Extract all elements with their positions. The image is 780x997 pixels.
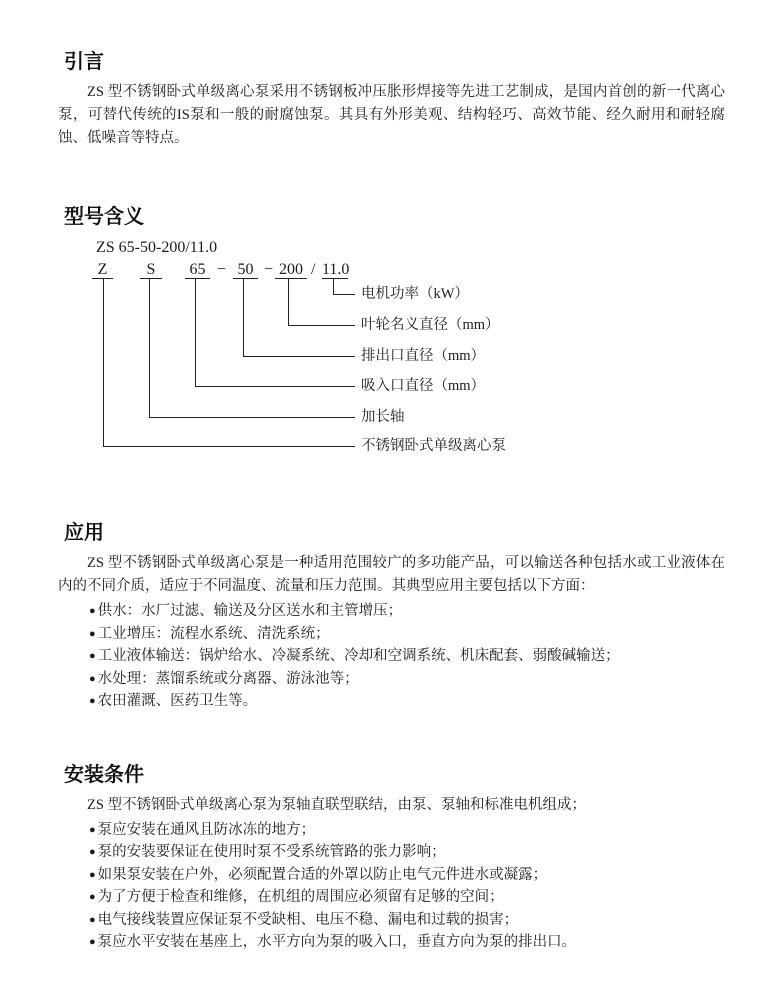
list-item bbox=[58, 623, 725, 646]
connector-vline-impeller bbox=[288, 279, 289, 325]
bullet-icon: ● bbox=[89, 846, 96, 858]
list-item bbox=[58, 668, 725, 691]
list-item-text: 泵的安装要保证在使用时泵不受系统管路的张力影响； bbox=[97, 844, 446, 860]
model-title: 型号含义 bbox=[64, 206, 144, 228]
model-breakdown-diagram bbox=[58, 261, 725, 465]
list-item bbox=[58, 841, 725, 864]
token-discharge-diameter: 50 bbox=[233, 261, 258, 279]
bullet-icon: ● bbox=[89, 936, 96, 948]
token-suction-diameter: 65 bbox=[185, 261, 210, 279]
diagram-label-suction-diameter: 吸入口直径（mm） bbox=[361, 378, 486, 394]
list-item bbox=[58, 909, 725, 932]
diagram-label-motor-power: 电机功率（kW） bbox=[361, 286, 469, 302]
list-item bbox=[58, 600, 725, 623]
connector-hline-shaft bbox=[149, 417, 355, 418]
list-item-text: 泵应安装在通风且防冰冻的地方； bbox=[97, 821, 316, 838]
applications-title: 应用 bbox=[64, 522, 104, 544]
applications-paragraph: ZS 型不锈钢卧式单级离心泵是一种适用范围较广的多功能产品，可以输送各种包括水或工业液体在内的不同介质，适应于不同温度、流量和压力范围。其典型应用主要包括以下方面： bbox=[58, 555, 725, 594]
token-impeller-diameter: 200 bbox=[275, 261, 307, 279]
section-applications bbox=[58, 521, 725, 713]
separator-dash-1: − bbox=[217, 261, 227, 278]
diagram-label-pump-type: 不锈钢卧式单级离心泵 bbox=[361, 438, 506, 454]
section-installation-conditions bbox=[58, 763, 725, 954]
connector-vline-discharge bbox=[243, 279, 244, 356]
bullet-icon: ● bbox=[89, 672, 96, 685]
separator-slash: / bbox=[311, 261, 316, 278]
list-item bbox=[58, 819, 725, 842]
diagram-label-extended-shaft: 加长轴 bbox=[361, 409, 405, 425]
section-model-meaning bbox=[58, 205, 725, 465]
list-item-text: 工业增压：流程水系统、清洗系统； bbox=[97, 625, 330, 642]
connector-hline-suction bbox=[195, 386, 355, 387]
installation-paragraph: ZS 型不锈钢卧式单级离心泵为泵轴直联型联结，由泵、泵轴和标准电机组成； bbox=[87, 796, 587, 813]
connector-vline-pump bbox=[103, 279, 104, 446]
bullet-icon: ● bbox=[89, 650, 96, 662]
connector-hline-pump bbox=[103, 446, 355, 447]
intro-paragraph: ZS 型不锈钢卧式单级离心泵采用不锈钢板冲压胀形焊接等先进工艺制成，是国内首创的新一代离心泵，可替代传统的IS泵和一般的耐腐蚀泵。其具有外形美观、结构轻巧、高效节能、经久耐用和耐轻腐蚀、低噪音等特点。 bbox=[58, 84, 725, 146]
list-item bbox=[58, 864, 725, 887]
connector-hline-discharge bbox=[243, 356, 355, 357]
bullet-icon: ● bbox=[89, 695, 96, 707]
bullet-icon: ● bbox=[89, 823, 96, 836]
section-intro bbox=[58, 50, 725, 150]
list-item bbox=[58, 931, 725, 954]
connector-vline-suction bbox=[195, 279, 196, 386]
list-item-text: 为了方便于检查和维修，在机组的周围应必须留有足够的空间； bbox=[97, 889, 504, 905]
separator-dash-2: − bbox=[264, 261, 274, 278]
intro-title: 引言 bbox=[64, 51, 104, 73]
token-pump-type: Z bbox=[92, 261, 113, 279]
installation-title: 安装条件 bbox=[64, 763, 144, 786]
list-item-text: 工业液体输送：锅炉给水、冷凝系统、冷却和空调系统、机床配套、弱酸碱输送； bbox=[97, 648, 620, 664]
list-item bbox=[58, 690, 725, 713]
diagram-label-discharge-diameter: 排出口直径（mm） bbox=[361, 348, 486, 364]
model-code: ZS 65-50-200/11.0 bbox=[96, 239, 218, 256]
connector-hline-impeller bbox=[288, 325, 355, 326]
bullet-icon: ● bbox=[89, 891, 96, 903]
list-item bbox=[58, 886, 725, 909]
connector-vline-power bbox=[333, 279, 334, 294]
bullet-icon: ● bbox=[89, 868, 96, 881]
bullet-icon: ● bbox=[89, 605, 96, 617]
token-motor-power: 11.0 bbox=[322, 261, 350, 278]
list-item-text: 如果泵安装在户外，必须配置合适的外罩以防止电气元件进水或凝露； bbox=[97, 866, 548, 883]
connector-hline-power bbox=[333, 294, 355, 295]
list-item-text: 水处理：蒸馏系统或分离器、游泳池等； bbox=[97, 670, 359, 687]
connector-vline-shaft bbox=[149, 279, 150, 417]
bullet-icon: ● bbox=[89, 913, 96, 926]
token-extended-shaft: S bbox=[140, 261, 162, 279]
list-item-text: 农田灌溉、医药卫生等。 bbox=[97, 693, 258, 709]
bullet-icon: ● bbox=[89, 627, 96, 640]
list-item-text: 供水：水厂过滤、输送及分区送水和主管增压； bbox=[97, 603, 403, 619]
list-item-text: 电气接线装置应保证泵不受缺相、电压不稳、漏电和过载的损害； bbox=[97, 911, 519, 928]
list-item-text: 泵应水平安装在基座上，水平方向为泵的吸入口，垂直方向为泵的排出口。 bbox=[97, 934, 577, 950]
list-item bbox=[58, 645, 725, 668]
diagram-label-impeller-diameter: 叶轮名义直径（mm） bbox=[361, 317, 500, 333]
applications-list bbox=[58, 600, 725, 713]
installation-list bbox=[58, 819, 725, 954]
